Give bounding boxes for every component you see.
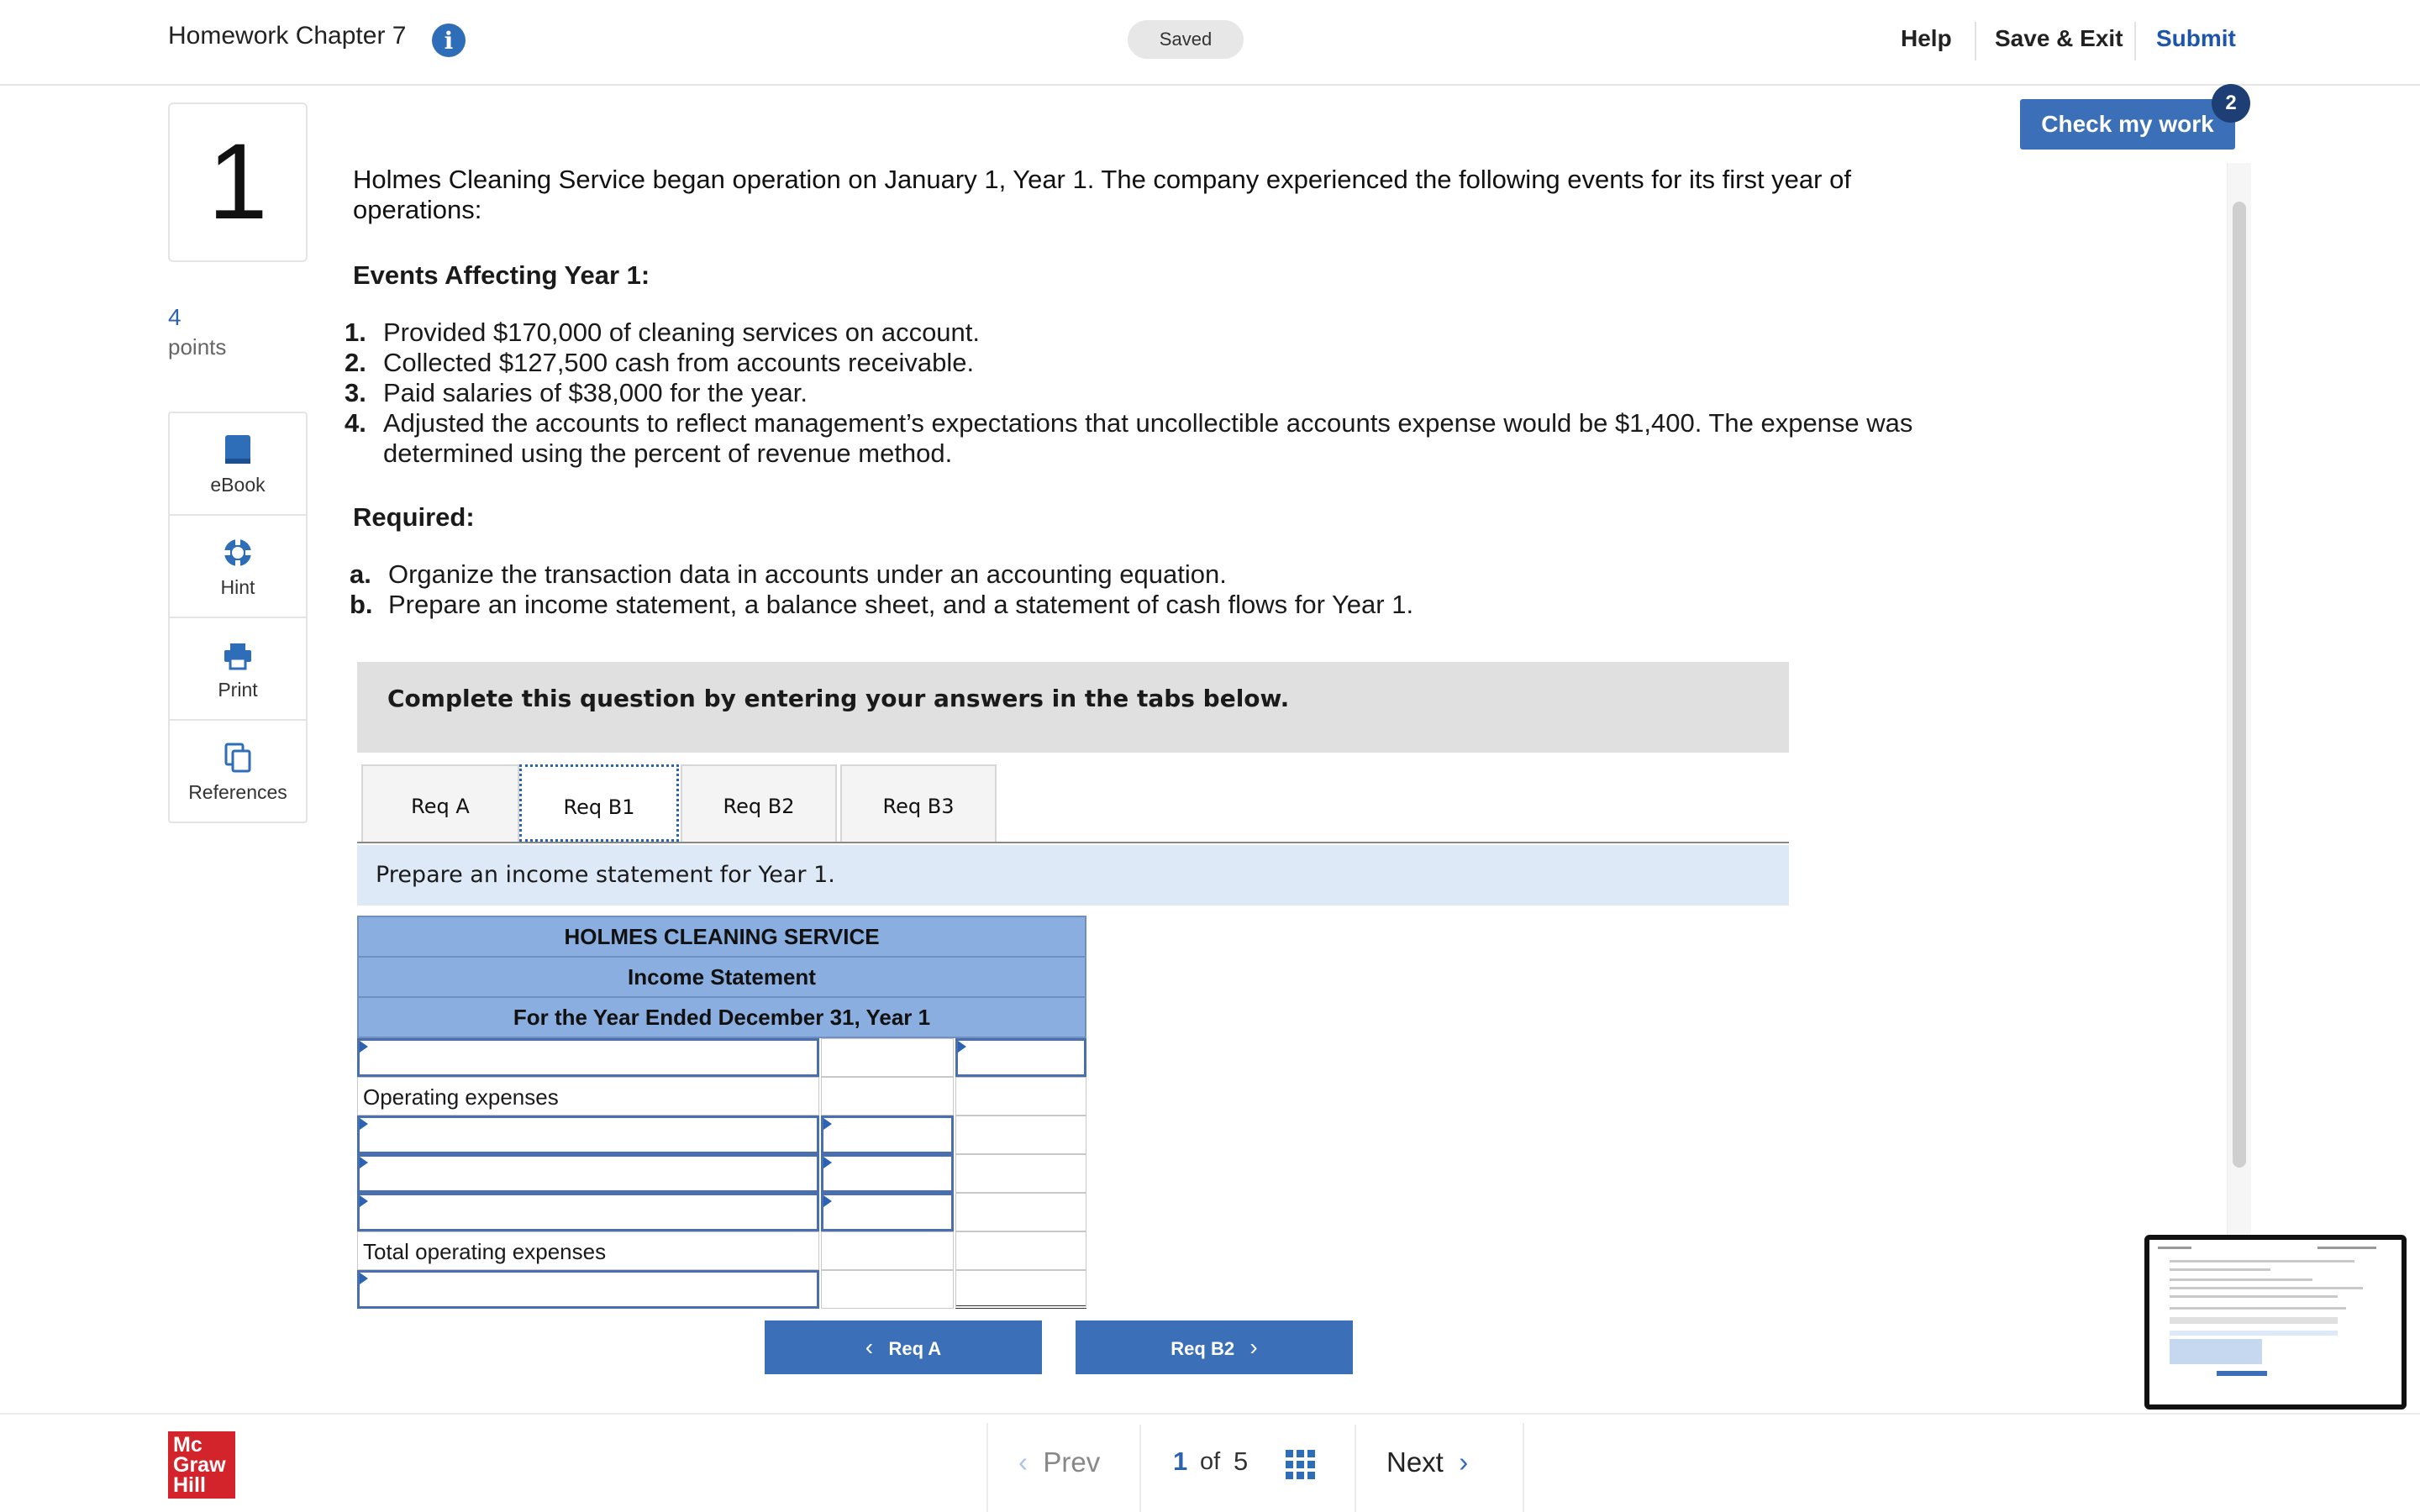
thumbnail-line bbox=[2170, 1339, 2262, 1364]
lifebuoy-icon bbox=[223, 536, 253, 570]
next-question-button[interactable]: Next › bbox=[1386, 1446, 1469, 1478]
page-thumbnail-preview[interactable] bbox=[2144, 1235, 2407, 1410]
income-statement bbox=[357, 916, 1086, 1309]
thumbnail-line bbox=[2170, 1317, 2338, 1324]
book-icon bbox=[223, 433, 253, 467]
expense-label-input[interactable] bbox=[357, 1116, 819, 1154]
table-row bbox=[357, 1038, 1086, 1077]
expense-amount-input[interactable] bbox=[821, 1154, 954, 1193]
total-operating-expenses-label: Total operating expenses bbox=[357, 1231, 819, 1270]
thumbnail-line bbox=[2170, 1287, 2363, 1289]
thumbnail-line bbox=[2158, 1247, 2191, 1249]
divider bbox=[1355, 1425, 1356, 1512]
tools-panel bbox=[168, 412, 308, 823]
table-cell bbox=[955, 1154, 1086, 1193]
total-pages: 5 bbox=[1234, 1446, 1249, 1476]
scrollbar-thumb[interactable] bbox=[2233, 202, 2246, 1168]
revenue-label-input[interactable] bbox=[357, 1038, 819, 1077]
page-of-label: of bbox=[1200, 1448, 1221, 1475]
thumbnail-line bbox=[2170, 1307, 2346, 1310]
question-intro: Holmes Cleaning Service began operation on January 1, Year 1. The company experienced the following events for its first year of operations: bbox=[353, 165, 1851, 224]
list-item: 1. Provided $170,000 of cleaning services on account. bbox=[345, 318, 981, 347]
instruction-banner: Complete this question by entering your answers in the tabs below. bbox=[357, 662, 1789, 753]
saved-status-badge: Saved bbox=[1128, 20, 1244, 59]
thumbnail-line bbox=[2170, 1295, 2338, 1298]
grid-icon[interactable] bbox=[1286, 1450, 1316, 1480]
table-row bbox=[357, 1077, 1086, 1116]
info-icon[interactable]: i bbox=[432, 24, 466, 57]
thumbnail-line bbox=[2170, 1331, 2338, 1336]
table-row bbox=[357, 1154, 1086, 1193]
required-list bbox=[350, 559, 1946, 620]
expense-label-input[interactable] bbox=[357, 1154, 819, 1193]
list-item: 3. Paid salaries of $38,000 for the year. bbox=[345, 378, 808, 407]
references-label: References bbox=[188, 781, 287, 803]
current-page: 1 bbox=[1173, 1446, 1188, 1476]
submit-link[interactable]: Submit bbox=[2156, 25, 2236, 51]
table-cell bbox=[955, 1116, 1086, 1154]
operating-expenses-label: Operating expenses bbox=[357, 1077, 819, 1116]
references-button[interactable] bbox=[170, 721, 306, 822]
list-item: b. Prepare an income statement, a balance sheet, and a statement of cash flows for Year 1. bbox=[350, 590, 1414, 619]
divider bbox=[1975, 22, 1976, 60]
ebook-label: eBook bbox=[210, 474, 266, 496]
revenue-amount-input[interactable] bbox=[955, 1038, 1086, 1077]
net-income-total-cell bbox=[955, 1270, 1086, 1309]
table-cell bbox=[955, 1077, 1086, 1116]
printer-icon bbox=[223, 638, 253, 672]
statement-name: Income Statement bbox=[357, 956, 1086, 996]
net-income-label-input[interactable] bbox=[357, 1270, 819, 1309]
table-cell bbox=[821, 1038, 954, 1077]
divider bbox=[1139, 1425, 1141, 1512]
thumbnail-line bbox=[2317, 1247, 2376, 1249]
tab-req-a[interactable]: Req A bbox=[361, 764, 519, 842]
list-item: 2. Collected $127,500 cash from accounts receivable. bbox=[345, 348, 975, 377]
statement-period: For the Year Ended December 31, Year 1 bbox=[357, 996, 1086, 1038]
tab-prompt: Prepare an income statement for Year 1. bbox=[357, 845, 1789, 906]
tab-req-b2[interactable]: Req B2 bbox=[681, 764, 837, 842]
tab-underline bbox=[357, 842, 1789, 843]
hint-button[interactable] bbox=[170, 516, 306, 618]
table-cell bbox=[955, 1193, 1086, 1231]
attempts-badge: 2 bbox=[2212, 84, 2250, 123]
help-link[interactable]: Help bbox=[1901, 25, 1952, 51]
assignment-title: Homework Chapter 7 bbox=[168, 22, 407, 50]
expense-amount-input[interactable] bbox=[821, 1193, 954, 1231]
question-number: 1 bbox=[168, 102, 308, 262]
chevron-right-icon: › bbox=[1459, 1446, 1469, 1478]
chevron-right-icon: › bbox=[1249, 1334, 1258, 1360]
points-value: 4 bbox=[168, 304, 182, 330]
tab-req-b3[interactable]: Req B3 bbox=[840, 764, 997, 842]
save-exit-link[interactable]: Save & Exit bbox=[1995, 25, 2123, 51]
next-tab-button[interactable]: Req B2 › bbox=[1076, 1320, 1353, 1374]
check-my-work-button[interactable]: Check my work bbox=[2020, 99, 2235, 150]
table-row bbox=[357, 1231, 1086, 1270]
footer-divider bbox=[0, 1413, 2420, 1415]
ebook-button[interactable] bbox=[170, 413, 306, 516]
table-cell bbox=[821, 1231, 954, 1270]
expense-amount-input[interactable] bbox=[821, 1116, 954, 1154]
events-list bbox=[345, 318, 1941, 469]
hint-label: Hint bbox=[220, 576, 255, 598]
chevron-left-icon: ‹ bbox=[1018, 1446, 1028, 1478]
tab-req-b1[interactable]: Req B1 bbox=[519, 764, 679, 842]
thumbnail-line bbox=[2170, 1278, 2312, 1281]
thumbnail-line bbox=[2217, 1371, 2267, 1376]
table-cell bbox=[821, 1077, 954, 1116]
divider bbox=[2134, 22, 2136, 60]
table-row bbox=[357, 1270, 1086, 1309]
statement-company: HOLMES CLEANING SERVICE bbox=[357, 916, 1086, 956]
list-item: a. Organize the transaction data in accounts under an accounting equation. bbox=[350, 559, 1227, 589]
chevron-left-icon: ‹ bbox=[865, 1334, 874, 1360]
points-label: points bbox=[168, 334, 227, 360]
prev-tab-button[interactable]: ‹ Req A bbox=[765, 1320, 1042, 1374]
required-heading: Required: bbox=[353, 502, 475, 532]
expense-label-input[interactable] bbox=[357, 1193, 819, 1231]
table-row bbox=[357, 1193, 1086, 1231]
table-cell bbox=[821, 1270, 954, 1309]
mcgraw-hill-logo: Mc Graw Hill bbox=[168, 1431, 235, 1499]
copy-icon bbox=[223, 741, 253, 774]
thumbnail-line bbox=[2170, 1260, 2354, 1263]
print-button[interactable] bbox=[170, 618, 306, 721]
list-item: 4. Adjusted the accounts to reflect management’s expectations that uncollectible accounts expense would be $1,400. The expense was determined using the percent of revenue method. bbox=[345, 408, 1913, 468]
prev-question-button[interactable]: ‹ Prev bbox=[1018, 1446, 1101, 1478]
table-row bbox=[357, 1116, 1086, 1154]
table-cell bbox=[955, 1231, 1086, 1270]
thumbnail-line bbox=[2170, 1268, 2270, 1271]
print-label: Print bbox=[218, 679, 258, 701]
events-heading: Events Affecting Year 1: bbox=[353, 260, 650, 290]
